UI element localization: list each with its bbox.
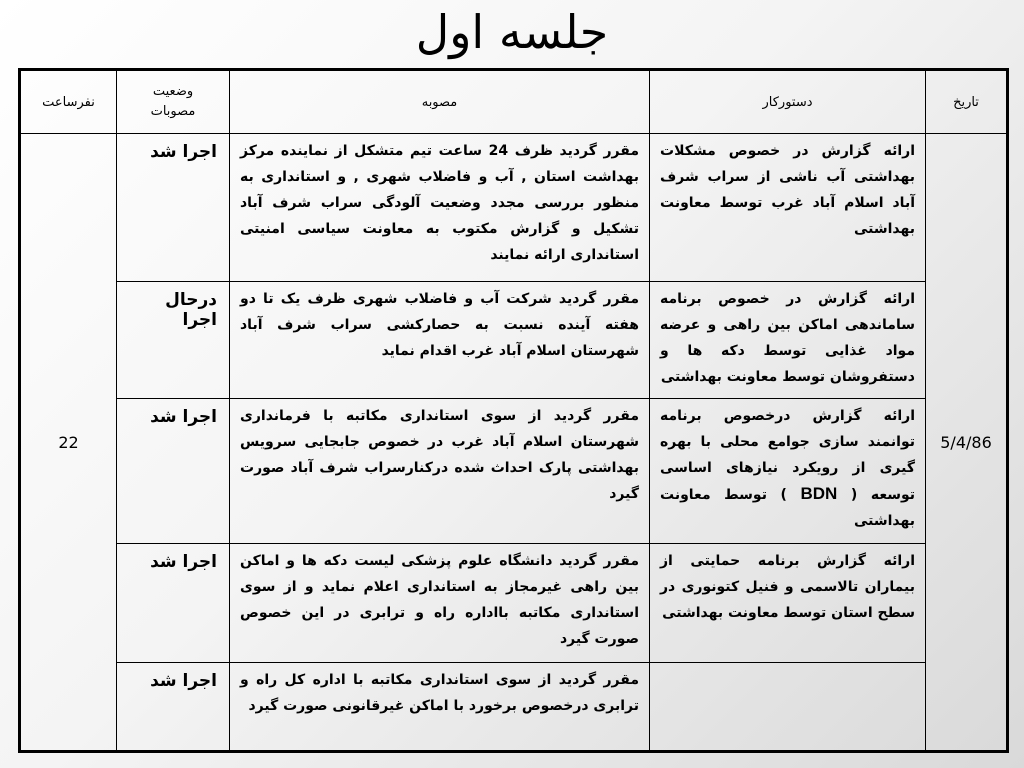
resolution-cell: مقرر گردید از سوی استانداری مکاتبه با فرمانداری شهرستان اسلام آباد غرب در خصوص جابجایی سرویس بهداشتی پارک احداث شده درکنارسراب شرف آباد صورت گیرد (230, 399, 650, 544)
agenda-text-part1: ارائه گزارش درخصوص برنامه توانمند سازی جوامع محلی با بهره گیری از رویکرد نیازهای اساسی توسعه ( (660, 408, 916, 504)
status-cell: اجرا شد (117, 134, 230, 282)
status-cell: درحال اجرا (117, 281, 230, 399)
hours-cell: 22 (20, 134, 117, 752)
header-status-line1: وضعیت (152, 84, 194, 100)
agenda-cell: ارائه گزارش در خصوص مشکلات بهداشتی آب ناشی از سراب شرف آباد اسلام آباد غرب توسط معاونت بهداشتی (650, 134, 926, 282)
date-cell: 5/4/86 (926, 134, 1008, 752)
agenda-acronym: BDN (800, 484, 838, 504)
agenda-cell (650, 399, 926, 544)
header-date: تاریخ (926, 70, 1008, 134)
resolution-cell: مقرر گردید ظرف 24 ساعت تیم متشکل از نماینده مرکز بهداشت استان , آب و فاضلاب شهری , و استانداری به منظور بررسی مجدد وضعیت آلودگی سراب شرف آباد تشکیل و گزارش مکتوب به معاونت سیاسی امنیتی استانداری ارائه نمایند (230, 134, 650, 282)
table-row (20, 281, 1008, 399)
table-header-row (20, 70, 1008, 134)
header-resolution: مصوبه (230, 70, 650, 134)
status-cell: اجرا شد (117, 662, 230, 751)
table-row (20, 399, 1008, 544)
page-title: جلسه اول (415, 5, 609, 59)
agenda-cell: ارائه گزارش برنامه حمایتی از بیماران تالاسمی و فنیل کتونوری در سطح استان توسط معاونت بهداشتی (650, 544, 926, 663)
status-cell: اجرا شد (117, 544, 230, 663)
minutes-table (18, 68, 1009, 753)
agenda-text-part2: ) توسط معاونت بهداشتی (660, 487, 915, 530)
resolution-cell: مقرر گردید شرکت آب و فاضلاب شهری ظرف یک تا دو هفته آینده نسبت به حصارکشی سراب شرف آباد شهرستان اسلام آباد غرب اقدام نماید (230, 281, 650, 399)
status-cell: اجرا شد (117, 399, 230, 544)
header-agenda: دستورکار (650, 70, 926, 134)
resolution-cell: مقرر گردید دانشگاه علوم پزشکی لیست دکه ها و اماکن بین راهی غیرمجاز به استانداری اعلام نماید و از سوی استانداری مکاتبه بااداره راه و ترابری در این خصوص صورت گیرد (230, 544, 650, 663)
agenda-cell: ارائه گزارش در خصوص برنامه ساماندهی اماکن بین راهی و عرضه مواد غذایی توسط دکه ها و دستفروشان توسط معاونت بهداشتی (650, 281, 926, 399)
header-status (117, 70, 230, 134)
table-row (20, 134, 1008, 282)
table-row (20, 662, 1008, 751)
agenda-cell (650, 662, 926, 751)
resolution-cell: مقرر گردید از سوی استانداری مکاتبه با اداره کل راه و ترابری درخصوص برخورد با اماکن غیرقانونی صورت گیرد (230, 662, 650, 751)
header-status-line2: مصوبات (150, 104, 196, 120)
header-hours: نفرساعت (20, 70, 117, 134)
table-row (20, 544, 1008, 663)
